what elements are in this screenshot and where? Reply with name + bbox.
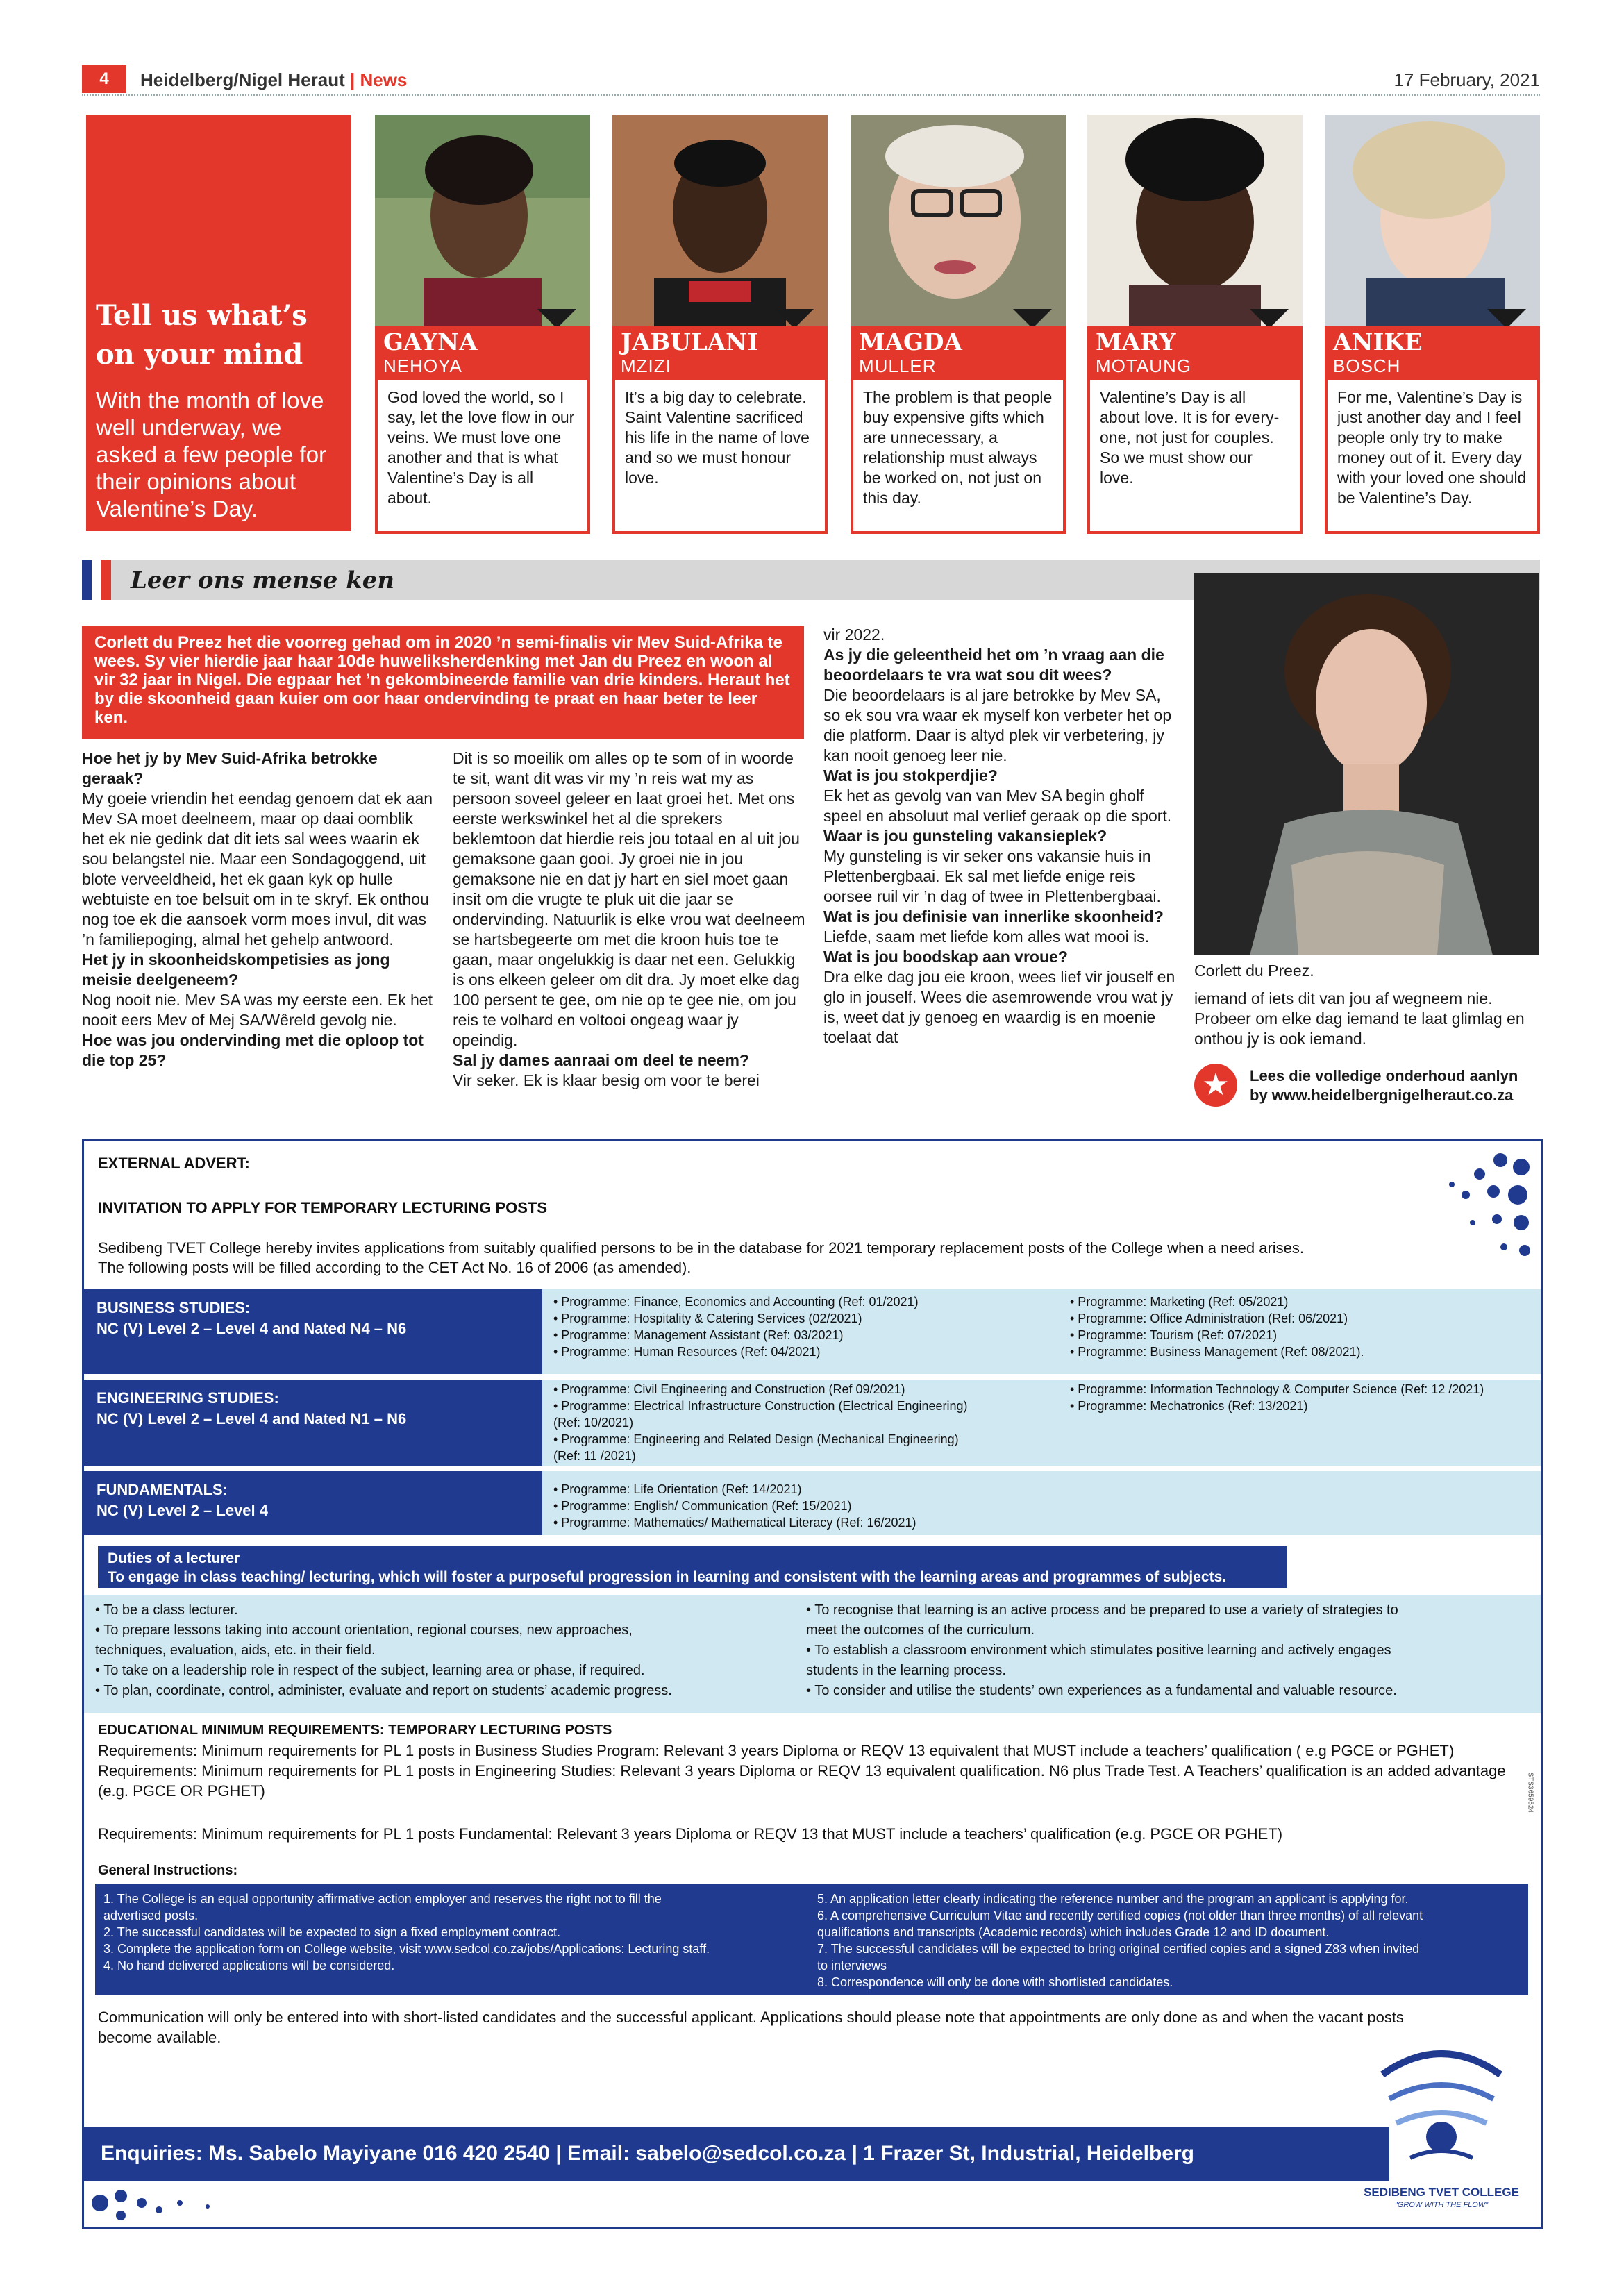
person-last-name: BOSCH bbox=[1333, 355, 1401, 376]
person-name-tag bbox=[1087, 326, 1303, 380]
programme-row-label bbox=[84, 1380, 542, 1466]
interview-answer: Dit is so moeilik om alles op te som of in woorde te sit, want dit was vir my ’n reis wat my as persoon soveel geleer en laat groei het. Met ons eerste werkswinkel het al die sprekers beklemtoon dat hierdie reis jou totaal en al uit jou gemaksone gaan gooi. Jy groei nie in jou gemaksone nie en dat jy hart en siel moet gaan insit om die vrugte te pluk uit die jaar se ondervinding. Natuurlik is elke vrou wat deelneem se hartsbegeerte om met die kroon huis toe te gaan, maar ongelukkig is daar net een. Gelukkig is ons elkeen geleer om dit dra. Jy moet elke dag 100 persent te gee, om nie op te gee nie, om jou reis te volhard en voltooi ongeag waar jy opeindig. bbox=[453, 749, 805, 1049]
feature-column-3 bbox=[823, 625, 1176, 1048]
interview-question: Wat is jou definisie van innerlike skoonheid? bbox=[823, 907, 1164, 925]
requirement-engineering: Requirements: Minimum requirements for PL 1 posts in Engineering Studies: Relevant 3 years Diploma or REQV 13 equivalent qualification. N6 plus Trade Test. A Teachers’ qualification is an added advantage (e.g. PGCE OR PGHET) bbox=[98, 1762, 1506, 1800]
person-first-name: JABULANI bbox=[621, 328, 759, 356]
advert-intro-1: Sedibeng TVET College hereby invites applications from suitably qualified persons to be in the database for 2021 temporary replacement posts of the College when a need arises. bbox=[98, 1239, 1305, 1257]
instruction-item: qualifications and transcripts (Academic records) which includes Grade 12 and ID document. bbox=[817, 1925, 1330, 1939]
interview-answer: My gunsteling is vir seker ons vakansie huis in Plettenbergbaai. Ek sal met liefde enige reis oorsee ruil vir ’n dag of twee in Plettenbergbaai. bbox=[823, 847, 1161, 905]
programme-item: • Programme: Business Management (Ref: 08/2021). bbox=[1070, 1345, 1364, 1359]
person-last-name: MOTAUNG bbox=[1096, 355, 1191, 376]
person-name-tag bbox=[375, 326, 590, 380]
interview-answer: Liefde, saam met liefde kom alles wat mooi is. bbox=[823, 928, 1150, 946]
interview-answer: Vir seker. Ek is klaar besig om voor te berei bbox=[453, 1071, 760, 1089]
page-number: 4 bbox=[82, 65, 126, 93]
duties-summary: To engage in class teaching/ lecturing, which will foster a purposeful progression in learning and consistent with the learning areas and programmes of subjects. bbox=[108, 1569, 1227, 1585]
college-name: SEDIBENG TVET COLLEGE bbox=[1364, 2186, 1519, 2199]
read-online-text[interactable] bbox=[1250, 1066, 1518, 1105]
person-photo bbox=[1325, 115, 1540, 326]
programme-item: • Programme: Management Assistant (Ref: 03/2021) bbox=[553, 1328, 844, 1342]
general-instructions-heading: General Instructions: bbox=[98, 1863, 238, 1878]
duty-item: techniques, evaluation, aids, etc. in their field. bbox=[95, 1643, 376, 1658]
external-advert bbox=[82, 1139, 1543, 2229]
programme-row-label bbox=[84, 1471, 542, 1535]
programme-item: • Programme: Information Technology & Computer Science (Ref: 12 /2021) bbox=[1070, 1382, 1484, 1396]
college-tagline: "GROW WITH THE FLOW" bbox=[1394, 2201, 1489, 2209]
programme-category: BUSINESS STUDIES: bbox=[97, 1299, 251, 1316]
enquiries-bar: Enquiries: Ms. Sabelo Mayiyane 016 420 2540 | Email: sabelo@sedcol.co.za | 1 Frazer St, Industrial, Heidelberg bbox=[84, 2127, 1389, 2181]
college-logo-icon bbox=[1368, 2033, 1514, 2179]
instruction-item: advertised posts. bbox=[103, 1909, 199, 1922]
feature-column-2 bbox=[453, 748, 805, 1091]
feature-column-4: iemand of iets dit van jou af wegneem nie. Probeer om elke dag iemand te laat glimlag en onthou jy is ook iemand. bbox=[1194, 989, 1525, 1048]
interview-question: Hoe het jy by Mev Suid-Afrika betrokke geraak? bbox=[82, 749, 378, 787]
instruction-item: 6. A comprehensive Curriculum Vitae and recently certified copies (not older than three months) of all relevant bbox=[817, 1909, 1423, 1922]
programme-list-right bbox=[1070, 1381, 1542, 1414]
interview-question: Waar is jou gunsteling vakansieplek? bbox=[823, 827, 1107, 845]
advert-intro-2: The following posts will be filled according to the CET Act No. 16 of 2006 (as amended). bbox=[98, 1259, 692, 1276]
programme-item: (Ref: 10/2021) bbox=[553, 1416, 634, 1430]
instruction-item: 1. The College is an equal opportunity affirmative action employer and reserves the right not to fill the bbox=[103, 1892, 662, 1906]
person-quote: The problem is that people buy expensive gifts which are unnecessary, a relationship must always be worked on, not just on this day. bbox=[851, 380, 1066, 534]
programme-item: • Programme: Office Administration (Ref: 06/2021) bbox=[1070, 1312, 1348, 1325]
vox-pop-intro-text: With the month of love well underway, we asked a few people for their opinions about Valentine’s Day. bbox=[96, 387, 327, 521]
read-online-line1: Lees die volledige onderhoud aanlyn bbox=[1250, 1067, 1518, 1084]
person-name-tag bbox=[1325, 326, 1540, 380]
instruction-item: 7. The successful candidates will be expected to bring original certified copies and a signed Z83 when invited bbox=[817, 1942, 1420, 1956]
programme-levels: NC (V) Level 2 – Level 4 and Nated N4 – N6 bbox=[97, 1320, 407, 1337]
vox-pop-title-line1: Tell us what’s bbox=[96, 299, 308, 332]
person-name-tag bbox=[851, 326, 1066, 380]
duty-item: • To consider and utilise the students’ own experiences as a fundamental and valuable resource. bbox=[806, 1683, 1397, 1698]
advert-ref-code: STS3659524 bbox=[1526, 1772, 1534, 1813]
duty-item: • To plan, coordinate, control, administer, evaluate and report on students’ academic progress. bbox=[95, 1683, 672, 1698]
vox-pop-person bbox=[612, 115, 828, 539]
photo-notch bbox=[537, 309, 576, 328]
duties-list-left bbox=[95, 1600, 789, 1701]
instruction-item: 5. An application letter clearly indicating the reference number and the program an applicant is applying for. bbox=[817, 1892, 1409, 1906]
programme-list-right bbox=[1070, 1293, 1535, 1360]
photo-notch bbox=[1250, 309, 1289, 328]
programme-item: • Programme: English/ Communication (Ref: 15/2021) bbox=[553, 1499, 852, 1513]
programme-item: • Programme: Hospitality & Catering Services (02/2021) bbox=[553, 1312, 862, 1325]
programme-item: • Programme: Mechatronics (Ref: 13/2021) bbox=[1070, 1399, 1308, 1413]
page-header bbox=[82, 65, 1540, 96]
programme-row-label bbox=[84, 1289, 542, 1374]
person-first-name: MARY bbox=[1096, 328, 1176, 356]
duty-item: • To establish a classroom environment which stimulates positive learning and actively engages bbox=[806, 1643, 1391, 1658]
header-separator: | bbox=[344, 69, 360, 90]
person-quote: For me, Valentine’s Day is just another day and I feel people only try to make money out of it. Every day with your loved one should be Valentine’s Day. bbox=[1325, 380, 1540, 534]
instruction-item: 2. The successful candidates will be expected to sign a fixed employment contract. bbox=[103, 1925, 561, 1939]
duty-item: • To prepare lessons taking into account orientation, regional courses, new approaches, bbox=[95, 1623, 633, 1638]
duties-heading bbox=[98, 1546, 1287, 1588]
duties-list-box bbox=[84, 1595, 1541, 1713]
duty-item: • To be a class lecturer. bbox=[95, 1602, 238, 1618]
photo-caption: Corlett du Preez. bbox=[1194, 962, 1314, 980]
interview-answer: Dra elke dag jou eie kroon, wees lief vir jouself en glo in jouself. Wees die asemrowende vrou wat jy is, weet dat jy genoeg en waardig is en moenie toelaat dat bbox=[823, 968, 1175, 1046]
duty-item: • To recognise that learning is an active process and be prepared to use a variety of strategies to bbox=[806, 1602, 1398, 1618]
sedibeng-logo bbox=[1348, 2033, 1535, 2213]
programme-levels: NC (V) Level 2 – Level 4 bbox=[97, 1502, 268, 1519]
paper-title: Heidelberg/Nigel Heraut bbox=[140, 69, 345, 90]
programme-row-engineering bbox=[84, 1380, 1541, 1466]
feature-column-1 bbox=[82, 748, 435, 1071]
programme-levels: NC (V) Level 2 – Level 4 and Nated N1 – N6 bbox=[97, 1410, 407, 1427]
vox-pop-person bbox=[851, 115, 1066, 539]
programme-item: (Ref: 11 /2021) bbox=[553, 1449, 636, 1463]
vox-pop-person bbox=[1087, 115, 1303, 539]
duty-item: meet the outcomes of the curriculum. bbox=[806, 1623, 1035, 1638]
instruction-item: to interviews bbox=[817, 1959, 887, 1972]
instructions-left bbox=[103, 1891, 798, 1974]
interview-question: Wat is jou boodskap aan vroue? bbox=[823, 948, 1068, 966]
vox-pop-person bbox=[1325, 115, 1540, 539]
star-icon: ★ bbox=[1194, 1064, 1237, 1107]
interview-question: Hoe was jou ondervinding met die oploop tot die top 25? bbox=[82, 1031, 424, 1069]
duty-item: students in the learning process. bbox=[806, 1663, 1006, 1678]
person-quote: It’s a big day to celebrate. Saint Valentine sacrificed his life in the name of love and so we must honour love. bbox=[612, 380, 828, 534]
programme-item: • Programme: Civil Engineering and Construction (Ref 09/2021) bbox=[553, 1382, 905, 1396]
paper-name bbox=[140, 69, 407, 91]
programme-item: • Programme: Electrical Infrastructure Construction (Electrical Engineering) bbox=[553, 1399, 968, 1413]
feature-lead: Corlett du Preez het die voorreg gehad om in 2020 ’n semi-finalis vir Mev Suid-Afrika te wees. Sy vier hierdie jaar haar 10de huweliksherdenking met Jan du Preez en woon al vir 32 jaar in Nigel. Die egpaar het ’n gekombineerde familie van drie kinders. Heraut het by die skoonheid gaan kuier om oor haar ondervinding te praat en haar beter te leer ken. bbox=[82, 626, 804, 739]
programme-list-left bbox=[553, 1293, 1039, 1360]
programme-row-fundamentals bbox=[84, 1471, 1541, 1535]
person-first-name: MAGDA bbox=[859, 328, 962, 356]
instruction-item: 4. No hand delivered applications will be considered. bbox=[103, 1959, 395, 1972]
photo-notch bbox=[1487, 309, 1526, 328]
advert-closing-note: Communication will only be entered into with short-listed candidates and the successful applicant. Applications should please note that appointments are only done as and when the vacant posts become available. bbox=[98, 2009, 1404, 2046]
person-first-name: GAYNA bbox=[383, 328, 478, 356]
programme-list-left bbox=[553, 1381, 1053, 1464]
programme-item: • Programme: Human Resources (Ref: 04/2021) bbox=[553, 1345, 821, 1359]
decorative-dots-icon bbox=[90, 2182, 256, 2224]
person-photo bbox=[612, 115, 828, 326]
duties-title: Duties of a lecturer bbox=[108, 1550, 240, 1566]
interview-answer: Nog nooit nie. Mev SA was my eerste een. Ek het nooit eers Mev of Mej SA/Wêreld gevolg nie. bbox=[82, 991, 433, 1029]
instruction-item: 8. Correspondence will only be done with shortlisted candidates. bbox=[817, 1975, 1173, 1989]
photo-notch bbox=[1013, 309, 1052, 328]
person-photo bbox=[375, 115, 590, 326]
flag-icon bbox=[82, 560, 111, 600]
interview-question: As jy die geleentheid het om ’n vraag aan die beoordelaars te vra wat sou dit wees? bbox=[823, 646, 1164, 684]
photo-notch bbox=[775, 309, 814, 328]
vox-pop-title bbox=[96, 296, 346, 374]
interview-question: Het jy in skoonheidskompetisies as jong meisie deelgeneem? bbox=[82, 950, 390, 989]
interview-answer: vir 2022. bbox=[823, 626, 885, 644]
vox-pop-title-line2: on your mind bbox=[96, 338, 303, 371]
interview-answer: My goeie vriendin het eendag genoem dat ek aan Mev SA moet deelneem, maar op daai oomblik het ek nie gedink dat dit iets sal wees waarin ek sou belangstel nie. Maar een Sondagoggend, uit blote verveeldheid, het ek gaan kyk op hulle webtuiste en toe belsuit om in te skryf. Ek onthou nog toe ek die aansoek vorm moes invul, dit was ’n familiepoging, almal het gehelp antwoord. bbox=[82, 789, 433, 948]
programme-row-business bbox=[84, 1289, 1541, 1374]
programme-item: • Programme: Engineering and Related Design (Mechanical Engineering) bbox=[553, 1432, 959, 1446]
requirements-heading: EDUCATIONAL MINIMUM REQUIREMENTS: TEMPORARY LECTURING POSTS bbox=[98, 1723, 612, 1738]
interview-question: Wat is jou stokperdjie? bbox=[823, 766, 998, 785]
duty-item: • To take on a leadership role in respect of the subject, learning area or phase, if required. bbox=[95, 1663, 645, 1678]
feature-title: Leer ons mense ken bbox=[131, 567, 395, 594]
corlett-portrait-photo bbox=[1194, 573, 1539, 955]
person-photo bbox=[851, 115, 1066, 326]
person-quote: Valentine’s Day is all about love. It is for every-one, not just for couples. So we must show our love. bbox=[1087, 380, 1303, 534]
interview-question: Sal jy dames aanraai om deel te neem? bbox=[453, 1051, 749, 1069]
instructions-right bbox=[817, 1891, 1525, 1991]
requirement-business: Requirements: Minimum requirements for PL 1 posts in Business Studies Program: Relevant 3 years Diploma or REQV 13 equivalent that MUST include a teachers’ qualification ( e.g PGCE or PGHET) bbox=[98, 1742, 1455, 1759]
person-last-name: MULLER bbox=[859, 355, 937, 376]
programme-category: FUNDAMENTALS: bbox=[97, 1481, 228, 1498]
advert-label: EXTERNAL ADVERT: bbox=[98, 1155, 250, 1172]
instruction-item: 3. Complete the application form on College website, visit www.sedcol.co.za/jobs/Applications: Lecturing staff. bbox=[103, 1942, 710, 1956]
programme-category: ENGINEERING STUDIES: bbox=[97, 1389, 279, 1407]
read-online-callout[interactable] bbox=[1194, 1064, 1541, 1112]
programme-item: • Programme: Tourism (Ref: 07/2021) bbox=[1070, 1328, 1278, 1342]
person-quote: God loved the world, so I say, let the love flow in our veins. We must love one another and that is what Valentine’s Day is all about. bbox=[375, 380, 590, 534]
programme-item: • Programme: Finance, Economics and Accounting (Ref: 01/2021) bbox=[553, 1295, 919, 1309]
vox-pop-intro bbox=[86, 115, 351, 531]
general-instructions-box bbox=[95, 1884, 1528, 1995]
person-first-name: ANIKE bbox=[1333, 328, 1423, 356]
person-last-name: MZIZI bbox=[621, 355, 671, 376]
programme-list-left bbox=[553, 1481, 1053, 1531]
interview-answer: Ek het as gevolg van van Mev SA begin gholf speel en absoluut mal verlief geraak op die sport. bbox=[823, 787, 1172, 825]
advert-title: INVITATION TO APPLY FOR TEMPORARY LECTURING POSTS bbox=[98, 1199, 548, 1216]
person-name-tag bbox=[612, 326, 828, 380]
duties-list-right bbox=[806, 1600, 1535, 1701]
publication-date: 17 February, 2021 bbox=[1393, 69, 1540, 90]
interview-answer: Die beoordelaars is al jare betrokke by Mev SA, so ek sou vra waar ek myself kon verbeter het op die platform. Daar is altyd plek vir verbetering, jy kan nooit genoeg leer nie. bbox=[823, 686, 1172, 764]
programme-item: • Programme: Mathematics/ Mathematical Literacy (Ref: 16/2021) bbox=[553, 1516, 916, 1530]
programme-item: • Programme: Life Orientation (Ref: 14/2021) bbox=[553, 1482, 802, 1496]
requirement-fundamentals: Requirements: Minimum requirements for PL 1 posts Fundamental: Relevant 3 years Diploma or REQV 13 that MUST include a teachers’ qualification (e.g. PGCE OR PGHET) bbox=[98, 1825, 1283, 1843]
read-online-link[interactable]: by www.heidelbergnigelheraut.co.za bbox=[1250, 1087, 1514, 1104]
person-last-name: NEHOYA bbox=[383, 355, 462, 376]
programme-item: • Programme: Marketing (Ref: 05/2021) bbox=[1070, 1295, 1289, 1309]
person-photo bbox=[1087, 115, 1303, 326]
section-name: News bbox=[360, 69, 408, 90]
vox-pop-person bbox=[375, 115, 590, 539]
